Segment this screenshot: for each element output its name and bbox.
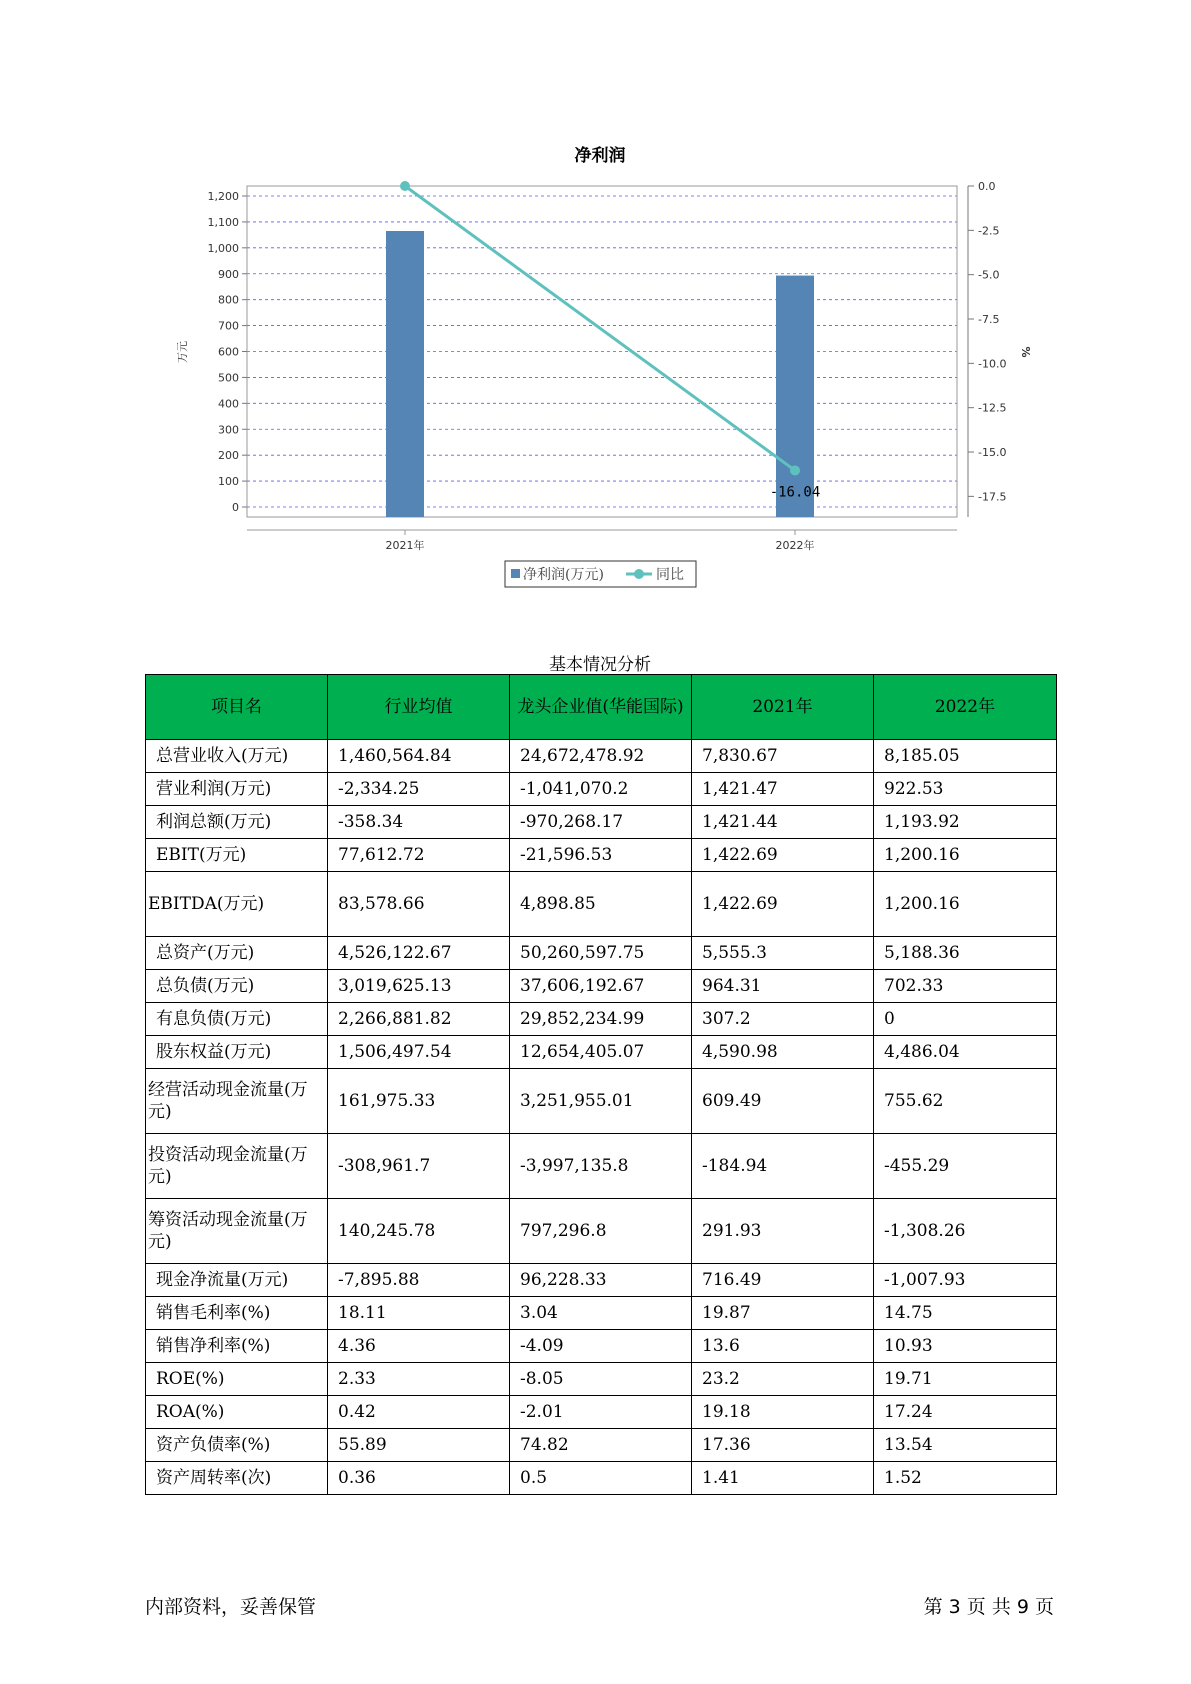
left-tick-label: 0: [232, 501, 239, 514]
table-row: [146, 1264, 1057, 1297]
right-tick-label: -2.5: [978, 224, 1000, 238]
value-cell: 0.36: [328, 1462, 510, 1495]
row-label-cell: 总营业收入(万元): [146, 740, 328, 773]
left-tick-label: 400: [218, 397, 239, 411]
row-label-cell: 筹资活动现金流量(万元): [146, 1199, 328, 1264]
header-cell: 2022年: [874, 675, 1057, 740]
table-row: [146, 1363, 1057, 1396]
grid-lines: [247, 196, 957, 507]
row-label-cell: 资产周转率(次): [146, 1462, 328, 1495]
table-row: [146, 1069, 1057, 1134]
row-label-cell: 总负债(万元): [146, 970, 328, 1003]
axes: [208, 180, 1007, 552]
table-row: [146, 740, 1057, 773]
legend-label: 净利润(万元): [523, 567, 604, 583]
left-tick-label: 300: [218, 423, 239, 437]
row-label-cell: 利润总额(万元): [146, 806, 328, 839]
value-cell: 4,486.04: [874, 1036, 1057, 1069]
chart-title: 净利润: [574, 146, 626, 166]
table-row: [146, 806, 1057, 839]
row-label-cell: 销售净利率(%): [146, 1330, 328, 1363]
value-cell: 4,898.85: [510, 872, 692, 937]
value-cell: 5,555.3: [692, 937, 874, 970]
table-row: [146, 1297, 1057, 1330]
table-row: [146, 1003, 1057, 1036]
yoy-point: [400, 181, 410, 191]
right-tick-label: -12.5: [978, 401, 1007, 415]
value-cell: -21,596.53: [510, 839, 692, 872]
value-cell: 19.71: [874, 1363, 1057, 1396]
row-label-cell: 有息负债(万元): [146, 1003, 328, 1036]
value-cell: 307.2: [692, 1003, 874, 1036]
value-cell: -2.01: [510, 1396, 692, 1429]
bars: [386, 231, 814, 517]
value-cell: 23.2: [692, 1363, 874, 1396]
value-cell: 14.75: [874, 1297, 1057, 1330]
table-row: [146, 1429, 1057, 1462]
value-cell: 4,590.98: [692, 1036, 874, 1069]
bar: [386, 231, 424, 517]
value-cell: 24,672,478.92: [510, 740, 692, 773]
table-row: [146, 970, 1057, 1003]
yoy-line-path: [405, 186, 795, 470]
row-label-cell: ROE(%): [146, 1363, 328, 1396]
legend: [505, 561, 696, 587]
value-cell: 8,185.05: [874, 740, 1057, 773]
table-row: [146, 937, 1057, 970]
left-tick-label: 1,100: [207, 215, 239, 229]
value-cell: 19.87: [692, 1297, 874, 1330]
table-row: [146, 1396, 1057, 1429]
value-cell: -7,895.88: [328, 1264, 510, 1297]
value-cell: -2,334.25: [328, 773, 510, 806]
right-tick-label: -15.0: [978, 446, 1007, 460]
value-cell: -358.34: [328, 806, 510, 839]
value-cell: -455.29: [874, 1134, 1057, 1199]
footer-page-number: 第 3 页 共 9 页: [923, 1596, 1054, 1618]
value-cell: 1,421.47: [692, 773, 874, 806]
yoy-point: [790, 465, 800, 475]
left-tick-label: 900: [218, 267, 239, 281]
y-axis-right-title: %: [1019, 346, 1032, 358]
yoy-line: [400, 181, 800, 475]
value-cell: -970,268.17: [510, 806, 692, 839]
value-cell: 83,578.66: [328, 872, 510, 937]
legend-label: 同比: [656, 567, 684, 583]
value-cell: 755.62: [874, 1069, 1057, 1134]
value-cell: 716.49: [692, 1264, 874, 1297]
value-cell: 29,852,234.99: [510, 1003, 692, 1036]
value-cell: 77,612.72: [328, 839, 510, 872]
value-cell: 1.52: [874, 1462, 1057, 1495]
value-cell: 5,188.36: [874, 937, 1057, 970]
value-cell: 2.33: [328, 1363, 510, 1396]
value-cell: 4,526,122.67: [328, 937, 510, 970]
value-cell: 10.93: [874, 1330, 1057, 1363]
value-cell: 96,228.33: [510, 1264, 692, 1297]
row-label-cell: ROA(%): [146, 1396, 328, 1429]
value-cell: 1,193.92: [874, 806, 1057, 839]
right-tick-label: -17.5: [978, 490, 1007, 504]
value-cell: 18.11: [328, 1297, 510, 1330]
left-tick-label: 1,200: [207, 190, 239, 203]
value-cell: 1.41: [692, 1462, 874, 1495]
value-cell: -1,041,070.2: [510, 773, 692, 806]
table-row: [146, 1134, 1057, 1199]
value-cell: 17.36: [692, 1429, 874, 1462]
value-cell: 19.18: [692, 1396, 874, 1429]
header-cell: 2021年: [692, 675, 874, 740]
value-cell: 74.82: [510, 1429, 692, 1462]
value-cell: -308,961.7: [328, 1134, 510, 1199]
value-cell: 609.49: [692, 1069, 874, 1134]
value-cell: 1,200.16: [874, 839, 1057, 872]
footer-confidential-note: 内部资料，妥善保管: [145, 1596, 317, 1618]
data-labels: [770, 484, 821, 500]
value-cell: -3,997,135.8: [510, 1134, 692, 1199]
table-row: [146, 1199, 1057, 1264]
value-cell: 7,830.67: [692, 740, 874, 773]
value-cell: 50,260,597.75: [510, 937, 692, 970]
value-cell: 1,422.69: [692, 872, 874, 937]
table-row: [146, 1036, 1057, 1069]
y-axis-left-title: 万元: [176, 341, 189, 363]
row-label-cell: EBITDA(万元): [146, 872, 328, 937]
value-cell: 1,460,564.84: [328, 740, 510, 773]
right-tick-label: -7.5: [978, 313, 1000, 327]
table-row: [146, 839, 1057, 872]
header-cell: 龙头企业值(华能国际): [510, 675, 692, 740]
value-cell: 1,422.69: [692, 839, 874, 872]
row-label-cell: 总资产(万元): [146, 937, 328, 970]
table-caption: 基本情况分析: [549, 655, 651, 675]
row-label-cell: EBIT(万元): [146, 839, 328, 872]
row-label-cell: 经营活动现金流量(万元): [146, 1069, 328, 1134]
legend-point-swatch: [634, 569, 644, 579]
left-tick-label: 1,000: [207, 241, 239, 255]
value-cell: -1,007.93: [874, 1264, 1057, 1297]
value-cell: 964.31: [692, 970, 874, 1003]
value-cell: 702.33: [874, 970, 1057, 1003]
x-tick-label: 2021年: [385, 539, 425, 552]
x-tick-label: 2022年: [775, 539, 815, 552]
basic-analysis-table: [145, 674, 1057, 1495]
value-cell: -4.09: [510, 1330, 692, 1363]
right-tick-label: -5.0: [978, 268, 1000, 282]
value-cell: -184.94: [692, 1134, 874, 1199]
value-cell: 37,606,192.67: [510, 970, 692, 1003]
table-header-row: [146, 675, 1057, 740]
value-cell: 17.24: [874, 1396, 1057, 1429]
value-cell: 1,506,497.54: [328, 1036, 510, 1069]
value-cell: 3,019,625.13: [328, 970, 510, 1003]
value-cell: 0.42: [328, 1396, 510, 1429]
table-row: [146, 872, 1057, 937]
left-tick-label: 200: [218, 449, 239, 463]
value-cell: 291.93: [692, 1199, 874, 1264]
left-tick-label: 100: [218, 475, 239, 489]
value-cell: 13.6: [692, 1330, 874, 1363]
left-tick-label: 800: [218, 293, 239, 307]
value-cell: 1,200.16: [874, 872, 1057, 937]
value-cell: -8.05: [510, 1363, 692, 1396]
value-cell: 13.54: [874, 1429, 1057, 1462]
left-tick-label: 500: [218, 371, 239, 385]
net-profit-chart: [0, 0, 1191, 600]
value-cell: 797,296.8: [510, 1199, 692, 1264]
header-cell: 行业均值: [328, 675, 510, 740]
value-cell: 12,654,405.07: [510, 1036, 692, 1069]
legend-bar-swatch: [511, 569, 520, 578]
left-tick-label: 700: [218, 319, 239, 333]
row-label-cell: 现金净流量(万元): [146, 1264, 328, 1297]
value-cell: 140,245.78: [328, 1199, 510, 1264]
right-tick-label: 0.0: [978, 180, 996, 193]
value-cell: 55.89: [328, 1429, 510, 1462]
data-label: -16.04: [769, 484, 821, 501]
value-cell: 3,251,955.01: [510, 1069, 692, 1134]
value-cell: 4.36: [328, 1330, 510, 1363]
left-tick-label: 600: [218, 345, 239, 359]
value-cell: 2,266,881.82: [328, 1003, 510, 1036]
right-tick-label: -10.0: [978, 357, 1007, 371]
row-label-cell: 销售毛利率(%): [146, 1297, 328, 1330]
table-row: [146, 1462, 1057, 1495]
value-cell: 161,975.33: [328, 1069, 510, 1134]
row-label-cell: 股东权益(万元): [146, 1036, 328, 1069]
value-cell: 0: [874, 1003, 1057, 1036]
table-row: [146, 773, 1057, 806]
value-cell: 0.5: [510, 1462, 692, 1495]
value-cell: 1,421.44: [692, 806, 874, 839]
row-label-cell: 营业利润(万元): [146, 773, 328, 806]
table-row: [146, 1330, 1057, 1363]
row-label-cell: 投资活动现金流量(万元): [146, 1134, 328, 1199]
value-cell: -1,308.26: [874, 1199, 1057, 1264]
header-cell: 项目名: [146, 675, 328, 740]
bar: [776, 276, 814, 517]
row-label-cell: 资产负债率(%): [146, 1429, 328, 1462]
value-cell: 3.04: [510, 1297, 692, 1330]
value-cell: 922.53: [874, 773, 1057, 806]
